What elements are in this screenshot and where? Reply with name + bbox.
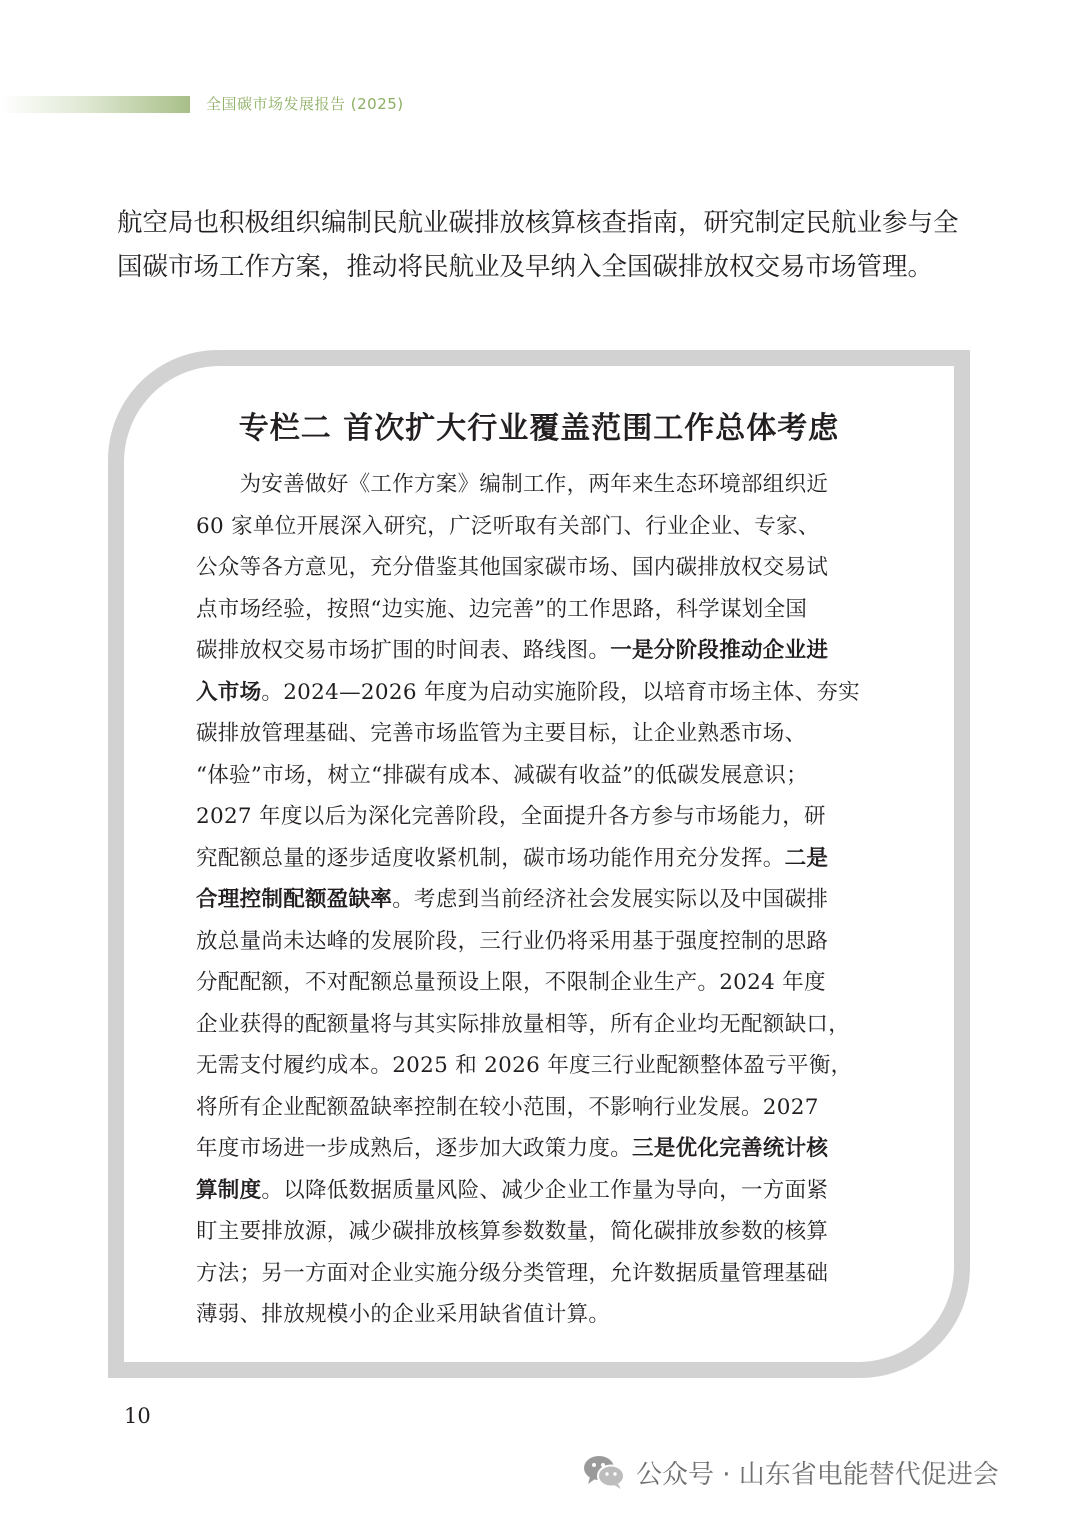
body-text: 分配配额，不对配额总量预设上限，不限制企业生产。2024 年度	[196, 970, 826, 995]
sidebar-line	[196, 630, 906, 672]
body-text: 为安善做好《工作方案》编制工作，两年来生态环境部组织近	[196, 472, 829, 497]
intro-line: 航空局也积极组织编制民航业碳排放核算核查指南，研究制定民航业参与全	[117, 208, 959, 238]
sidebar-line	[196, 1045, 906, 1087]
sidebar-box-title: 专栏二 首次扩大行业覆盖范围工作总体考虑	[238, 411, 840, 446]
body-text: 2027 年度以后为深化完善阶段，全面提升各方参与市场能力，研	[196, 804, 826, 829]
sidebar-line	[196, 1294, 906, 1336]
sidebar-line	[196, 838, 906, 880]
body-text: 无需支付履约成本。2025 和 2026 年度三行业配额整体盈亏平衡，	[196, 1053, 853, 1078]
sidebar-line	[196, 962, 906, 1004]
body-text: 放总量尚未达峰的发展阶段，三行业仍将采用基于强度控制的思路	[196, 928, 829, 954]
emphasis-text: 三是优化完善统计核	[632, 1136, 829, 1161]
sidebar-line	[196, 464, 906, 506]
body-text: 碳排放权交易市场扩围的时间表、路线图。	[196, 638, 611, 663]
page-number: 10	[124, 1404, 151, 1428]
body-text: 年度市场进一步成熟后，逐步加大政策力度。	[196, 1136, 633, 1161]
sidebar-box-body	[196, 464, 906, 1336]
body-text: 究配额总量的逐步适度收紧机制，碳市场功能作用充分发挥。	[196, 845, 785, 871]
sidebar-line	[196, 1170, 906, 1212]
body-text: 60 家单位开展深入研究，广泛听取有关部门、行业企业、专家、	[196, 513, 820, 539]
body-text: 公众等各方意见，充分借鉴其他国家碳市场、国内碳排放权交易试	[196, 555, 829, 580]
sidebar-line	[196, 1087, 906, 1129]
body-text: 。考虑到当前经济社会发展实际以及中国碳排	[392, 887, 829, 912]
running-header-title: 全国碳市场发展报告 (2025)	[206, 95, 404, 113]
sidebar-line	[196, 713, 906, 755]
sidebar-line	[196, 796, 906, 838]
body-text: 企业获得的配额量将与其实际排放量相等，所有企业均无配额缺口，	[196, 1011, 851, 1037]
body-text: “体验”市场，树立“排碳有成本、减碳有收益”的低碳发展意识；	[196, 762, 808, 788]
body-text: 薄弱、排放规模小的企业采用缺省值计算。	[196, 1302, 611, 1327]
body-text: 。以降低数据质量风险、减少企业工作量为导向，一方面紧	[261, 1177, 829, 1203]
emphasis-text: 二是	[784, 845, 829, 871]
body-text: 方法；另一方面对企业实施分级分类管理，允许数据质量管理基础	[196, 1260, 829, 1286]
body-text: 碳排放管理基础、完善市场监管为主要目标，让企业熟悉市场、	[196, 721, 807, 746]
sidebar-line	[196, 1004, 906, 1046]
body-text: 将所有企业配额盈缺率控制在较小范围，不影响行业发展。2027	[196, 1094, 819, 1120]
watermark	[582, 1452, 999, 1492]
sidebar-line	[196, 506, 906, 548]
sidebar-line	[196, 755, 906, 797]
intro-paragraph	[117, 201, 977, 289]
emphasis-text: 一是分阶段推动企业进	[610, 638, 829, 663]
wechat-icon	[582, 1453, 626, 1491]
sidebar-line	[196, 547, 906, 589]
intro-line: 国碳市场工作方案，推动将民航业及早纳入全国碳排放权交易市场管理。	[117, 252, 934, 282]
sidebar-line	[196, 672, 906, 714]
emphasis-text: 算制度	[196, 1177, 262, 1203]
watermark-text: 公众号 · 山东省电能替代促进会	[636, 1459, 999, 1490]
sidebar-line	[196, 1253, 906, 1295]
header-gradient-bar	[0, 96, 190, 113]
sidebar-line	[196, 589, 906, 631]
body-text: 点市场经验，按照“边实施、边完善”的工作思路，科学谋划全国	[196, 596, 808, 622]
emphasis-text: 合理控制配额盈缺率	[196, 887, 393, 912]
sidebar-line	[196, 1128, 906, 1170]
body-text: 盯主要排放源，减少碳排放核算参数数量，简化碳排放参数的核算	[196, 1219, 829, 1244]
sidebar-line	[196, 879, 906, 921]
emphasis-text: 入市场	[196, 679, 262, 705]
sidebar-line	[196, 921, 906, 963]
body-text: 。2024—2026 年度为启动实施阶段，以培育市场主体、夯实	[261, 679, 860, 705]
sidebar-line	[196, 1211, 906, 1253]
